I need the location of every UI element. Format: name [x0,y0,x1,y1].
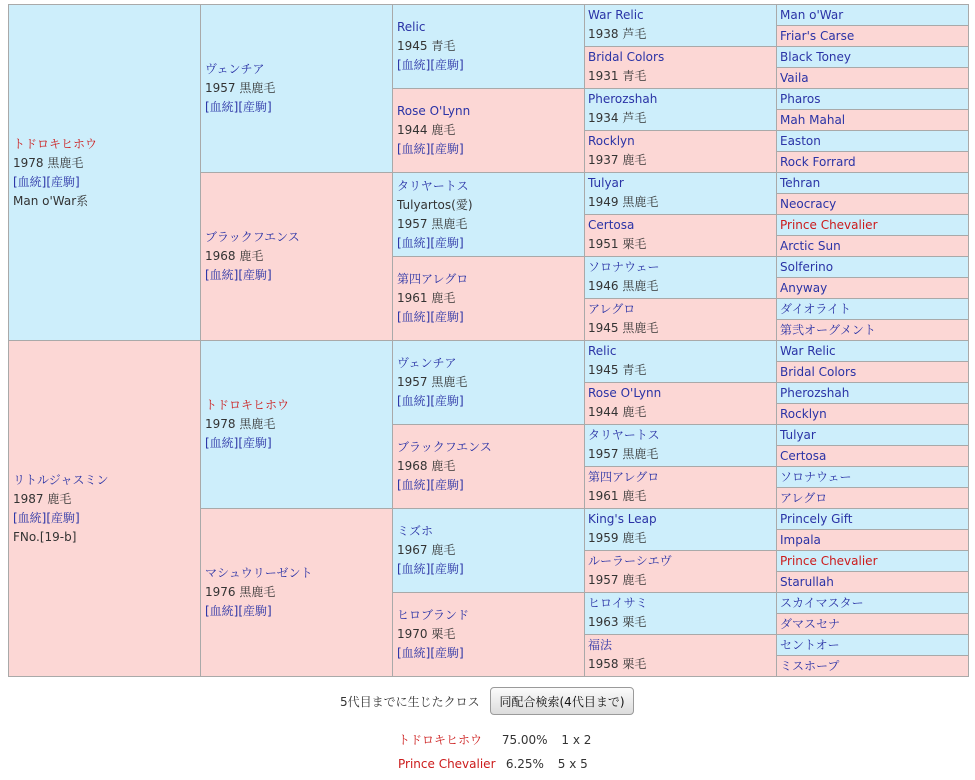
horse-origin-name: Tulyartos(愛) [397,197,473,212]
horse-year-color: 1961 鹿毛 [397,291,456,305]
horse-name-link[interactable]: ミスホープ [780,659,840,673]
pedigree-cell-gen3 [392,256,585,341]
horse-year-color: 1967 鹿毛 [397,543,456,557]
horse-year-color: 1931 青毛 [588,69,647,83]
pedigree-cell-gen4 [584,508,777,551]
horse-name-link[interactable]: セントオー [780,638,840,652]
horse-name-link[interactable]: Man o'War [780,8,844,22]
pedigree-cell-gen5 [776,466,969,488]
horse-year-color: 1957 黒鹿毛 [397,216,468,231]
horse-links [397,392,580,411]
pedigree-cell-gen4 [584,340,777,383]
pedigree-link[interactable]: [血統] [397,310,431,324]
horse-name-link[interactable]: Rock Forrard [780,155,856,169]
horse-year-color: 1951 栗毛 [588,237,647,251]
foals-link[interactable]: [産駒] [46,174,80,189]
pedigree-cell-gen5 [776,109,969,131]
horse-name-link[interactable]: 第四アレグロ [588,470,660,484]
horse-year-color: 1959 鹿毛 [588,531,647,545]
foals-link[interactable]: [産駒] [430,646,464,660]
foals-link[interactable]: [産駒] [238,268,272,282]
pedigree-link[interactable]: [血統] [397,394,431,408]
cross-percent: 75.00% [501,733,548,747]
horse-name-link[interactable]: Pharos [780,92,821,106]
pedigree-cell-gen5 [776,508,969,530]
horse-year-color: 1944 鹿毛 [397,123,456,137]
cross-row [398,757,588,771]
pedigree-cell-gen3 [392,592,585,677]
horse-name-link[interactable]: Impala [780,533,821,547]
horse-links [205,266,388,285]
cross-percent: 6.25% [505,757,544,771]
pedigree-cell-gen5 [776,382,969,404]
pedigree-cell-gen4 [584,172,777,215]
pedigree-cell-gen4 [584,256,777,299]
pedigree-cell-gen1 [8,4,201,341]
horse-name-link[interactable]: Starullah [780,575,834,589]
pedigree-link[interactable]: [血統] [397,235,431,250]
horse-name-link[interactable]: Solferino [780,260,834,274]
horse-links [397,644,580,663]
pedigree-cell-gen5 [776,445,969,467]
pedigree-cell-gen1 [8,340,201,677]
pedigree-link[interactable]: [血統] [397,562,431,576]
pedigree-cell-gen4 [584,382,777,425]
horse-year-color: 1958 栗毛 [588,657,647,671]
horse-name-link[interactable]: ルーラーシエヴ [588,554,672,568]
pedigree-cell-gen5 [776,4,969,26]
horse-name-link[interactable]: Prince Chevalier [780,554,878,568]
horse-year-color: 1944 鹿毛 [588,405,647,419]
horse-name-link[interactable]: Rose O'Lynn [588,386,662,400]
pedigree-cell-gen4 [584,130,777,173]
horse-name-link[interactable]: Mah Mahal [780,113,846,127]
pedigree-cell-gen4 [584,88,777,131]
horse-year-color: 1934 芦毛 [588,111,647,125]
foals-link[interactable]: [産駒] [430,562,464,576]
horse-name-link[interactable]: Rocklyn [588,134,635,148]
horse-year-color: 1945 青毛 [397,39,456,53]
pedigree-cell-gen3 [392,340,585,425]
pedigree-cell-gen5 [776,592,969,614]
foals-link[interactable]: [産駒] [430,142,464,156]
pedigree-cell-gen5 [776,193,969,215]
pedigree-cell-gen5 [776,550,969,572]
horse-year-color: 1957 黒鹿毛 [588,447,659,461]
pedigree-cell-gen5 [776,277,969,299]
pedigree-cell-gen4 [584,634,777,677]
horse-year-color: 1957 黒鹿毛 [397,375,468,389]
horse-links [397,234,580,253]
horse-year-color: 1976 黒鹿毛 [205,585,276,599]
horse-year-color: 1978 黒鹿毛 [205,417,276,431]
pedigree-cell-gen5 [776,487,969,509]
pedigree-cell-gen5 [776,655,969,677]
horse-name-link[interactable]: Pherozshah [780,386,850,400]
horse-year-color: 1987 鹿毛 [13,491,72,506]
pedigree-cell-gen4 [584,298,777,341]
horse-extra-info: FNo.[19-b] [13,529,77,544]
pedigree-cell-gen3 [392,4,585,89]
cross-horse-name[interactable]: トドロキヒホウ [398,733,483,747]
horse-name-link[interactable]: タリヤートス [397,178,469,193]
horse-name-link[interactable]: Tehran [780,176,821,190]
horse-links [397,476,580,495]
horse-name-link[interactable]: Certosa [588,218,635,232]
horse-name-link[interactable]: ブラックフエンス [397,440,492,454]
same-mating-search-button[interactable]: 同配合検索(4代目まで) [490,687,634,715]
foals-link[interactable]: [産駒] [430,310,464,324]
pedigree-cell-gen4 [584,4,777,47]
horse-name-link[interactable]: War Relic [780,344,836,358]
pedigree-cell-gen5 [776,172,969,194]
pedigree-cell-gen5 [776,613,969,635]
foals-link[interactable]: [産駒] [46,510,80,525]
horse-name-link[interactable]: ソロナウェー [780,470,852,484]
pedigree-link[interactable]: [血統] [397,58,431,72]
horse-name-link[interactable]: Easton [780,134,821,148]
pedigree-cell-gen5 [776,130,969,152]
foals-link[interactable]: [産駒] [238,436,272,450]
horse-year-color: 1945 黒鹿毛 [588,321,659,335]
pedigree-cell-gen5 [776,298,969,320]
horse-name-link[interactable]: ヒロブランド [397,608,470,622]
horse-name-link[interactable]: Black Toney [780,50,852,64]
pedigree-cell-gen3 [392,424,585,509]
pedigree-cell-gen2 [200,172,393,341]
pedigree-cell-gen5 [776,256,969,278]
horse-name-link[interactable]: ダイオライト [780,302,852,316]
pedigree-link[interactable]: [血統] [13,510,47,525]
horse-year-color: 1938 芦毛 [588,27,647,41]
pedigree-cell-gen3 [392,88,585,173]
horse-links [397,56,580,75]
pedigree-cell-gen4 [584,214,777,257]
horse-name-link[interactable]: ダマスセナ [780,617,841,631]
pedigree-cell-gen5 [776,46,969,68]
horse-links [397,560,580,579]
horse-year-color: 1949 黒鹿毛 [588,195,659,209]
horse-name-link[interactable]: Bridal Colors [588,50,665,64]
cross-generation: 1 x 2 [561,733,592,747]
pedigree-cell-gen4 [584,424,777,467]
horse-year-color: 1961 鹿毛 [588,489,647,503]
pedigree-cell-gen5 [776,151,969,173]
horse-name-link[interactable]: アレグロ [780,491,828,505]
pedigree-cell-gen4 [584,466,777,509]
horse-name-link[interactable]: Rocklyn [780,407,827,421]
horse-year-color: 1957 黒鹿毛 [205,81,276,95]
pedigree-link[interactable]: [血統] [397,646,431,660]
pedigree-link[interactable]: [血統] [205,100,239,114]
pedigree-cell-gen4 [584,46,777,89]
pedigree-cell-gen5 [776,571,969,593]
pedigree-cell-gen3 [392,508,585,593]
horse-year-color: 1963 栗毛 [588,615,647,629]
pedigree-cell-gen5 [776,25,969,47]
foals-link[interactable]: [産駒] [430,58,464,72]
horse-year-color: 1970 栗毛 [397,627,456,641]
horse-name-link[interactable]: Relic [588,344,617,358]
pedigree-cell-gen3 [392,172,585,257]
horse-name-link[interactable]: トドロキヒホウ [13,136,98,151]
horse-name-link[interactable]: Vaila [780,71,809,85]
pedigree-cell-gen5 [776,235,969,257]
horse-name-link[interactable]: Certosa [780,449,827,463]
horse-year-color: 1968 鹿毛 [397,459,456,473]
horse-name-link[interactable]: 福法 [588,638,613,652]
horse-links [397,308,580,327]
pedigree-table [8,4,968,676]
horse-name-link[interactable]: 第四アレグロ [397,272,469,286]
horse-links [13,173,196,192]
horse-name-link[interactable]: ヒロイサミ [588,596,648,610]
horse-name-link[interactable]: ブラックフエンス [205,230,300,244]
pedigree-cell-gen5 [776,67,969,89]
horse-name-link[interactable]: 第弐オーグメント [780,323,876,337]
horse-name-link[interactable]: Neocracy [780,197,837,211]
pedigree-cell-gen4 [584,592,777,635]
horse-name-link[interactable]: King's Leap [588,512,657,526]
cross-generation: 5 x 5 [557,757,588,771]
horse-name-link[interactable]: Relic [397,20,426,34]
pedigree-cell-gen4 [584,550,777,593]
pedigree-cell-gen5 [776,319,969,341]
horse-name-link[interactable]: Bridal Colors [780,365,857,379]
pedigree-link[interactable]: [血統] [397,142,431,156]
pedigree-cell-gen5 [776,403,969,425]
foals-link[interactable]: [産駒] [430,235,464,250]
pedigree-link[interactable]: [血統] [205,604,239,618]
pedigree-link[interactable]: [血統] [205,268,239,282]
horse-name-link[interactable]: トドロキヒホウ [205,398,290,412]
horse-name-link[interactable]: スカイマスター [780,596,864,610]
horse-links [13,509,196,528]
horse-name-link[interactable]: タリヤートス [588,428,660,442]
foals-link[interactable]: [産駒] [430,394,464,408]
horse-name-link[interactable]: Friar's Carse [780,29,855,43]
cross-row [398,731,591,748]
horse-name-link[interactable]: Anyway [780,281,828,295]
horse-name-link[interactable]: ヴェンチア [205,62,265,76]
pedigree-cell-gen5 [776,424,969,446]
horse-links [205,602,388,621]
horse-name-link[interactable]: Tulyar [588,176,624,190]
horse-name-link[interactable]: Prince Chevalier [780,218,878,232]
horse-year-color: 1945 青毛 [588,363,647,377]
pedigree-cell-gen5 [776,529,969,551]
horse-name-link[interactable]: マシュウリーゼント [205,566,313,580]
horse-year-color: 1946 黒鹿毛 [588,279,659,293]
horse-name-link[interactable]: リトルジャスミン [13,472,109,487]
horse-name-link[interactable]: ヴェンチア [397,356,457,370]
horse-name-link[interactable]: アレグロ [588,302,636,316]
pedigree-cell-gen5 [776,214,969,236]
pedigree-cell-gen5 [776,361,969,383]
horse-year-color: 1968 鹿毛 [205,249,264,263]
horse-name-link[interactable]: ミズホ [397,524,434,538]
pedigree-cell-gen5 [776,88,969,110]
horse-name-link[interactable]: Tulyar [780,428,816,442]
pedigree-cell-gen2 [200,4,393,173]
foals-link[interactable]: [産駒] [430,478,464,492]
pedigree-link[interactable]: [血統] [205,436,239,450]
foals-link[interactable]: [産駒] [238,100,272,114]
pedigree-cell-gen2 [200,508,393,677]
pedigree-cell-gen5 [776,634,969,656]
pedigree-link[interactable]: [血統] [397,478,431,492]
horse-year-color: 1937 鹿毛 [588,153,647,167]
horse-year-color: 1957 鹿毛 [588,573,647,587]
horse-name-link[interactable]: War Relic [588,8,644,22]
foals-link[interactable]: [産駒] [238,604,272,618]
horse-year-color: 1978 黒鹿毛 [13,155,84,170]
horse-name-link[interactable]: Rose O'Lynn [397,104,471,118]
horse-name-link[interactable]: Arctic Sun [780,239,841,253]
horse-name-link[interactable]: ソロナウェー [588,260,660,274]
cross-horse-name[interactable]: Prince Chevalier [398,757,496,771]
pedigree-cell-gen5 [776,340,969,362]
horse-links [397,140,580,159]
horse-links [205,434,388,453]
horse-name-link[interactable]: Princely Gift [780,512,853,526]
horse-name-link[interactable]: Pherozshah [588,92,658,106]
pedigree-link[interactable]: [血統] [13,174,47,189]
pedigree-cell-gen2 [200,340,393,509]
horse-extra-info: Man o'War系 [13,193,89,208]
horse-links [205,98,388,117]
cross-title: 5代目までに生じたクロス [340,695,480,709]
